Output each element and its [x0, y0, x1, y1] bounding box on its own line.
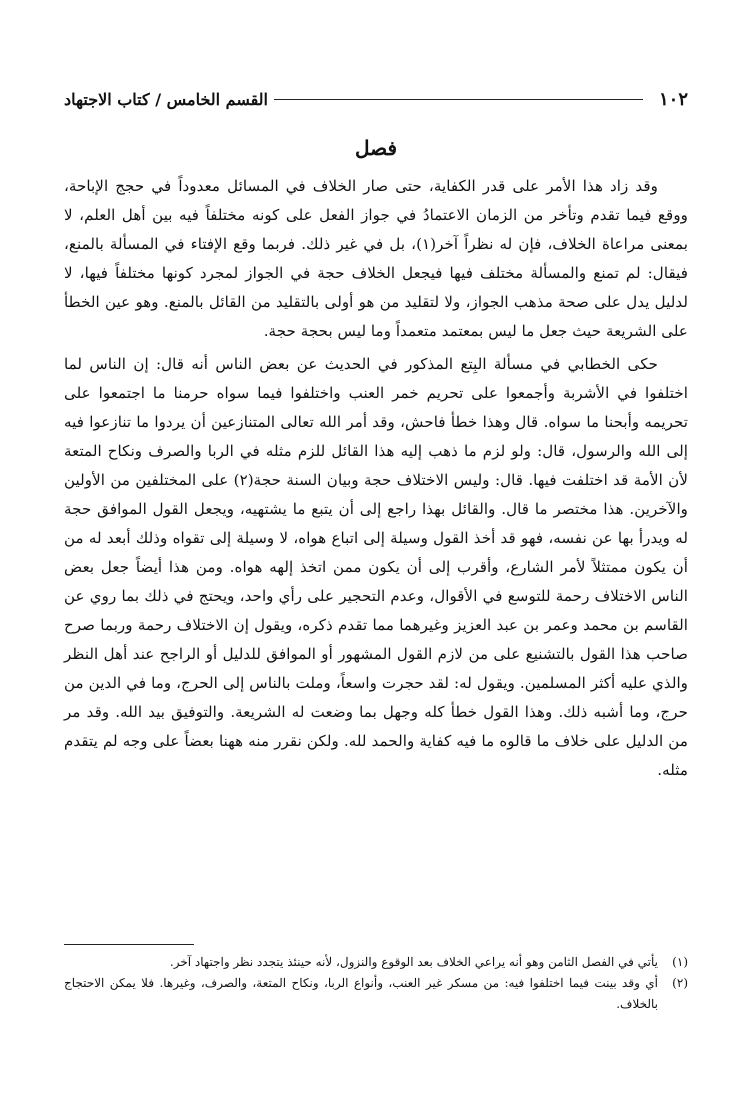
footnote-separator: [64, 944, 194, 945]
footnotes: [64, 952, 688, 1015]
footnote-1: [64, 952, 688, 973]
page-header: [64, 86, 688, 112]
section-title: فصل: [354, 136, 398, 160]
footnote-number: (١): [672, 955, 688, 969]
running-head: القسم الخامس / كتاب الاجتهاد: [64, 89, 268, 109]
paragraph-2: حكى الخطابي في مسألة البِتع المذكور في الحديث عن بعض الناس أنه قال: إن الناس لما اختلفوا في الأشربة وأجمعوا على تحريم خمر العنب واختلفوا فيما سواه حرمنا ما اجتمعوا على تحريمه وأبحنا ما سواه. قال وهذا خطأ فاحش، وقد أمر الله تعالى المتنازعين أن يردوا ما تنازعوا فيه إلى الله والرسول، قال: ولو لزم ما ذهب إليه هذا القائل للزم مثله في الربا والصرف ونكاح المتعة لأن الأمة قد اختلفت فيها. قال: وليس الاختلاف حجة وبيان السنة حجة(٢) على المختلفين من الأولين والآخرين. هذا مختصر ما قال. والقائل بهذا راجع إلى أن يتبع ما يشتهيه، ويجعل القول الموافق حجة له ويدرأ بها عن نفسه، فهو قد أخذ القول وسيلة إلى اتباع هواه، لا وسيلة إلى تقواه وذلك أبعد له من أن يكون ممتثلاً لأمر الشارع، وأقرب إلى أن يكون ممن اتخذ إلهه هواه. ومن هذا أيضاً جعل بعض الناس الاختلاف رحمة للتوسع في الأقوال، وعدم التحجير على رأي واحد، ويحتج في ذلك بما روي عن القاسم بن محمد وعمر بن عبد العزيز وغيرهما مما تقدم ذكره، ويقول إن الاختلاف رحمة وربما صرح صاحب هذا القول بالتشنيع على من لازم القول المشهور أو الموافق للدليل أو الراجح عند أهل النظر والذي عليه أكثر المسلمين. ويقول له: لقد حجرت واسعاً، وملت بالناس إلى الحرج، وما في الدين من حرج، وما أشبه ذلك. وهذا القول خطأ كله وجهل بما وضعت له الشريعة. والتوفيق بيد الله. وقد مر من الدليل على خلاف ما قالوه ما فيه كفاية والحمد لله. ولكن نقرر منه ههنا بعضاً على وجه لم يتقدم مثله.: [64, 355, 688, 779]
footnote-text: أي وقد بينت فيما اختلفوا فيه: من مسكر غير العنب، وأنواع الربا، ونكاح المتعة، والصرف، وغيرها. فلا يمكن الاحتجاج بالخلاف.: [64, 976, 658, 1011]
paragraph-1: وقد زاد هذا الأمر على قدر الكفاية، حتى صار الخلاف في المسائل معدوداً في حجج الإباحة، ووقع فيما تقدم وتأخر من الزمان الاعتمادُ في جواز الفعل على كونه مختلفاً فيه بين أهل العلم، لا بمعنى مراعاة الخلاف، فإن له نظراً آخر(١)، بل في غير ذلك. فربما وقع الإفتاء في المسألة بالمنع، فيقال: لم تمنع والمسألة مختلف فيها فيجعل الخلاف حجة في الجواز لمجرد كونها مختلفاً فيها، لا لدليل يدل على صحة مذهب الجواز، ولا لتقليد من هو أولى بالتقليد من القائل بالمنع. وهو عين الخطأ على الشريعة حيث جعل ما ليس بمعتمد متعمداً وما ليس بحجة حجة.: [64, 177, 688, 340]
footnote-number: (٢): [672, 976, 688, 990]
page-number: ١٠٢: [658, 88, 688, 110]
header-rule: [274, 99, 643, 100]
main-text: [64, 172, 688, 789]
footnote-text: يأتي في الفصل الثامن وهو أنه يراعي الخلاف بعد الوقوع والنزول، لأنه حينئذ يتجدد نظر واجتهاد آخر.: [169, 955, 658, 969]
book-page: [64, 80, 688, 1080]
footnote-2: [64, 973, 688, 1015]
